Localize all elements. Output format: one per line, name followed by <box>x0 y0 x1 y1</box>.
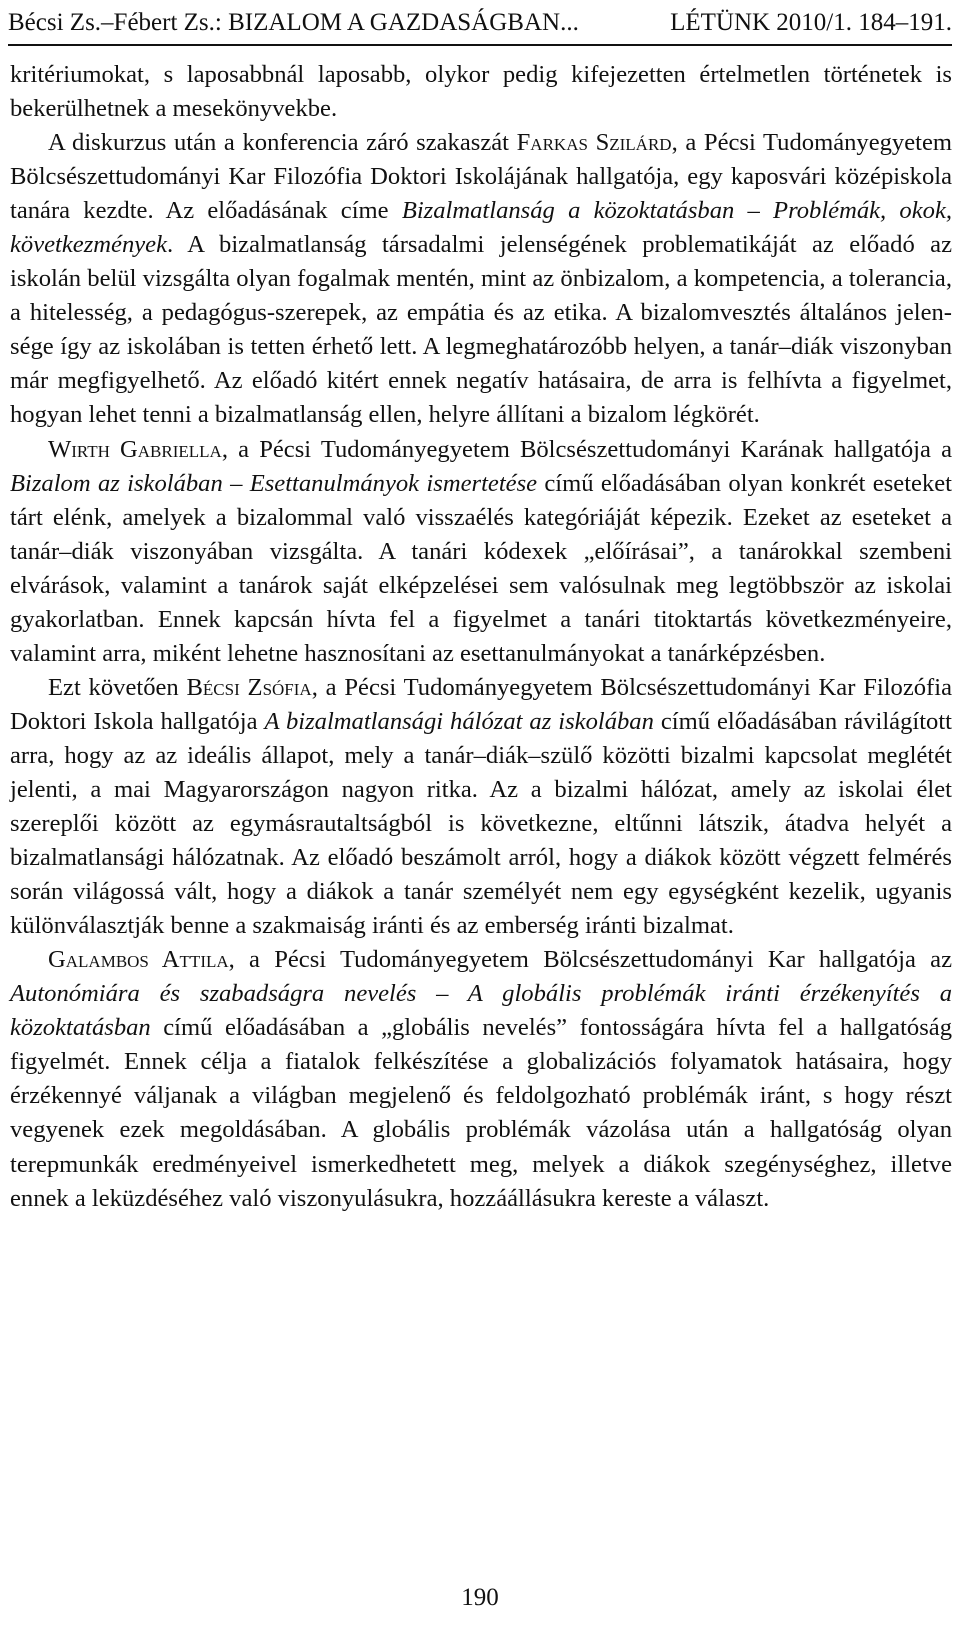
text-run: című előadásában a „globális nevelés” fontosságára hívta fel a hallgatóság figyelmét. Ennek célja a fiatalok felkészítése a globalizációs folyamatok hatásaira, hogy érzékennyé váljanak a világban megjelenő és feldolgozható problémák iránt, s hogy részt vegyenek ezek megoldásában. A globális problémák vázolása után a hallgatóság olyan terepmunkák eredményeivel ismerkedhetett meg, melyek a diákok szegénységhez, illetve ennek a leküzdéséhez való viszonyulásukra, hozzáállásukra kereste a választ. <box>10 1014 952 1212</box>
body-text <box>10 58 952 1216</box>
text-run: Ezt követően <box>48 673 187 701</box>
running-header-right: LÉTÜNK 2010/1. 184–191. <box>670 9 952 36</box>
author-name: Farkas Szilárd <box>516 129 672 157</box>
author-name: Galambos Attila <box>48 946 229 974</box>
text-run: , a Pécsi Tudományegyetem Bölcsészettudományi Karának hallgatója a <box>221 435 952 463</box>
text-run: című előadásában rávilágított arra, hogy az az ideális állapot, mely a tanár–diák–szülő közötti bizalmi kapcsolat meglétét jelenti, a mai Magyarországon nagyon ritka. Az a bizalmi hálózat, amely az iskolai élet szereplői között az egymásrautaltságból is következne, eltűnni látszik, átadva helyét a bizalmatlansági hálózatnak. Az előadó beszámolt arról, hogy a diákok között végzett felmérés során világossá vált, hogy a diákok a tanár személyét nem egy egységként kezelik, ugyanis különválasztják benne a szakmaiság iránti és az emberség iránti bizalmat. <box>10 707 952 940</box>
paragraph <box>10 126 952 432</box>
italic-title: Autonómiára és szabadságra nevelés – A globális problémák iránti érzékenyítés a közoktatásban <box>10 980 952 1042</box>
paragraph <box>10 58 952 126</box>
text-run: , a Pécsi Tudományegyetem Bölcsészettudományi Kar Filozófia Doktori Iskola hallgatója <box>10 673 952 735</box>
author-name: Wirth Gabriella <box>48 435 222 463</box>
text-run: kritériumokat, s laposabbnál laposabb, olykor pedig kifejezetten értelmetlen történetek is bekerülhetnek a mesekönyvekbe. <box>10 61 952 123</box>
italic-title: Bizalom az iskolában – Esettanulmányok ismertetése <box>10 469 538 497</box>
paragraph <box>10 433 952 671</box>
text-run: A diskurzus után a konferencia záró szakaszát <box>48 129 517 157</box>
text-run: című előadásában olyan konkrét eseteket tárt elénk, amelyek a bizalommal való visszaélés kategóriáját képezik. Ezeket az eseteket a tanár–diák viszonyában vizsgálta. A tanári kódexek „előírásai”, a tanárokkal szembeni elvárások, valamint a tanárok saját elképzelései sem valósulnak meg legtöbbször az iskolai gyakorlatban. Ennek kapcsán hívta fel a figyelmet a tanári titoktartás következményeire, valamint arra, miként lehetne hasznosítani az esettanulmányokat a tanárképzésben. <box>10 469 952 667</box>
paragraph <box>10 671 952 943</box>
author-name: Bécsi Zsófia <box>186 673 312 701</box>
italic-title: A bizalmatlansági hálózat az iskolában <box>264 707 654 735</box>
text-run: , a Pécsi Tudományegyetem Bölcsészettudományi Kar hallgatója az <box>228 946 952 974</box>
italic-title: Bizalmatlanság a közoktatásban – Problémák, okok, következmények <box>10 197 953 259</box>
page-number: 190 <box>461 1584 499 1611</box>
running-header-left: Bécsi Zs.–Fébert Zs.: BIZALOM A GAZDASÁGBAN... <box>8 9 579 36</box>
header-rule <box>8 44 952 46</box>
text-run: , a Pécsi Tudományegyetem Bölcsészettudományi Kar Filozófia Doktori Iskolájának hallgatója, egy kaposvári középiskola tanára kezdte. Az előadásának címe <box>10 129 953 225</box>
running-header <box>8 6 952 40</box>
paragraph <box>10 943 952 1215</box>
text-run: . A bizalmatlanság társadalmi jelenségének problematikáját az előadó az iskolán belül vizsgálta olyan fogalmak mentén, mint az önbizalom, a kompetencia, a tolerancia, a hitelesség, a pedagógus-szerepek, az empátia és az etika. A bizalomvesztés általános jelensége így az iskolában is tetten érhető lett. A legmeghatározóbb helyen, a tanár–diák viszonyban már megfigyelhető. Az előadó kitért ennek negatív hatásaira, de arra is felhívta a figyelmet, hogyan lehet tenni a bizalmatlanság ellen, helyre állítani a bizalom légkörét. <box>10 231 952 429</box>
